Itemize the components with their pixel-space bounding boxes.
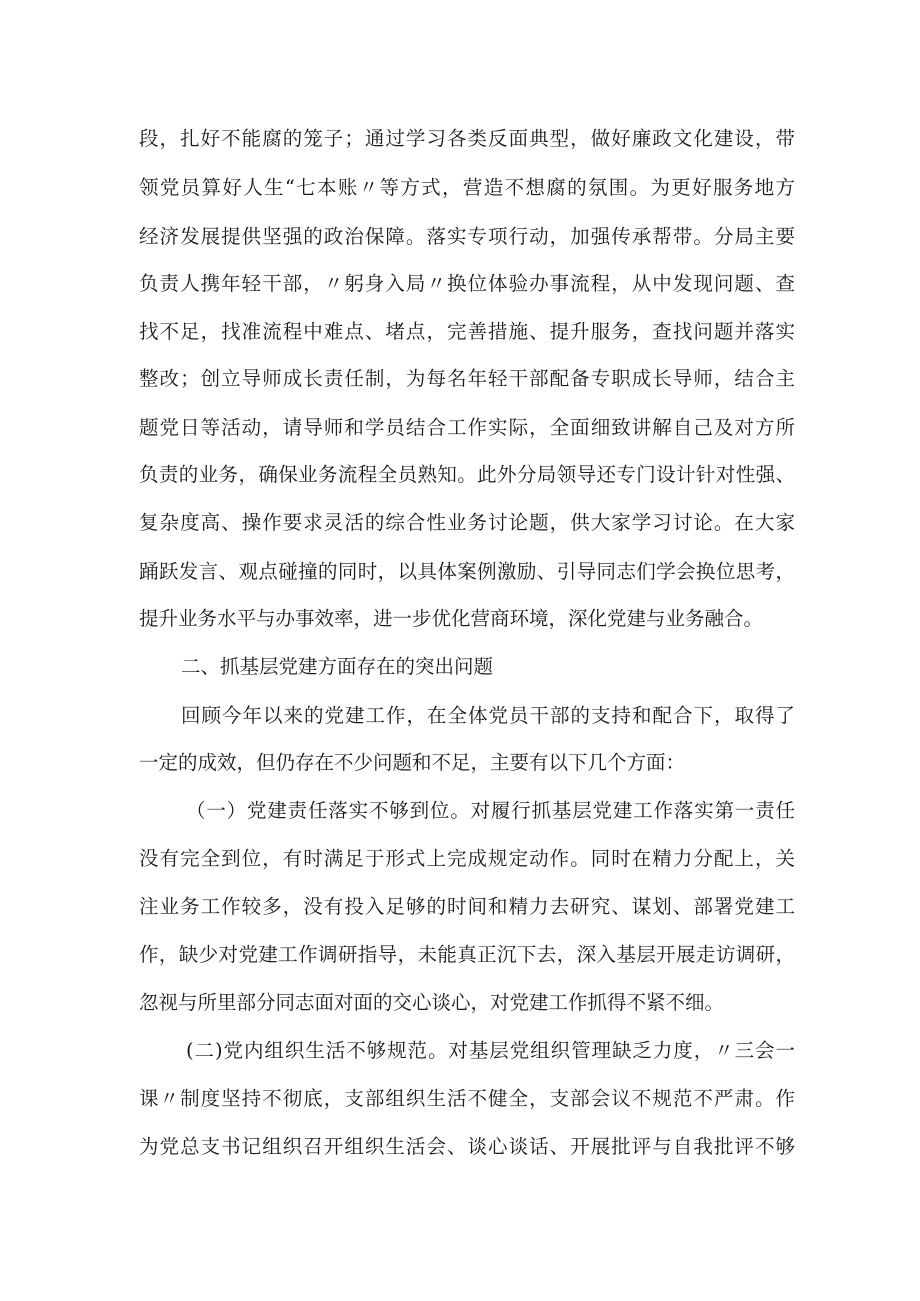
paragraph-2-line-2: 一定的成效，但仍存在不少问题和不足，主要有以下几个方面：	[139, 751, 686, 774]
paragraph-4-line-2: 课〃制度坚持不彻底，支部组织生活不健全，支部会议不规范不严肃。作	[139, 1087, 795, 1110]
paragraph-1-line-3: 经济发展提供坚强的政治保障。落实专项行动，加强传承帮带。分局主要	[139, 225, 795, 248]
paragraph-1-line-5: 找不足，找准流程中难点、堵点，完善措施、提升服务，查找问题并落实	[139, 320, 795, 343]
paragraph-4-line-3: 为党总支书记组织召开组织生活会、谈心谈话、开展批评与自我批评不够	[139, 1135, 795, 1158]
paragraph-1-line-4: 负责人携年轻干部，〃躬身入局〃换位体验办事流程，从中发现问题、查	[139, 272, 795, 295]
paragraph-3-line-1: （一）党建责任落实不够到位。对履行抓基层党建工作落实第一责任	[186, 799, 795, 822]
paragraph-3-line-5: 忽视与所里部分同志面对面的交心谈心，对党建工作抓得不紧不细。	[139, 991, 725, 1014]
paragraph-1-line-10: 踊跃发言、观点碰撞的同时，以具体案例激励、引导同志们学会换位思考，	[139, 560, 795, 583]
paragraph-1-line-7: 题党日等活动，请导师和学员结合工作实际，全面细致讲解自己及对方所	[139, 416, 795, 439]
paragraph-1-line-9: 复杂度高、操作要求灵活的综合性业务讨论题，供大家学习讨论。在大家	[139, 511, 795, 534]
paragraph-1-line-2: 领党员算好人生“七本账〃等方式，营造不想腐的氛围。为更好服务地方	[139, 176, 795, 199]
paragraph-1-line-11: 提升业务水平与办事效率，进一步优化营商环境，深化党建与业务融合。	[139, 607, 764, 630]
paragraph-4-line-1: (二)党内组织生活不够规范。对基层党组织管理缺乏力度，〃三会一	[186, 1039, 795, 1062]
paragraph-1-line-6: 整改；创立导师成长责任制，为每名年轻干部配备专职成长导师，结合主	[139, 367, 795, 390]
section-heading: 二、抓基层党建方面存在的突出问题	[181, 655, 494, 678]
paragraph-3-line-2: 没有完全到位，有时满足于形式上完成规定动作。同时在精力分配上，关	[139, 847, 795, 870]
paragraph-1-line-1: 段，扎好不能腐的笼子；通过学习各类反面典型，做好廉政文化建设，带	[139, 127, 795, 150]
paragraph-2-line-1: 回顾今年以来的党建工作，在全体党员干部的支持和配合下，取得了	[181, 704, 795, 727]
paragraph-3-line-4: 作，缺少对党建工作调研指导，未能真正沉下去，深入基层开展走访调研，	[139, 943, 795, 966]
paragraph-3-line-3: 注业务工作较多，没有投入足够的时间和精力去研究、谋划、部署党建工	[139, 895, 795, 918]
paragraph-1-line-8: 负责的业务，确保业务流程全员熟知。此外分局领导还专门设计针对性强、	[139, 463, 795, 486]
